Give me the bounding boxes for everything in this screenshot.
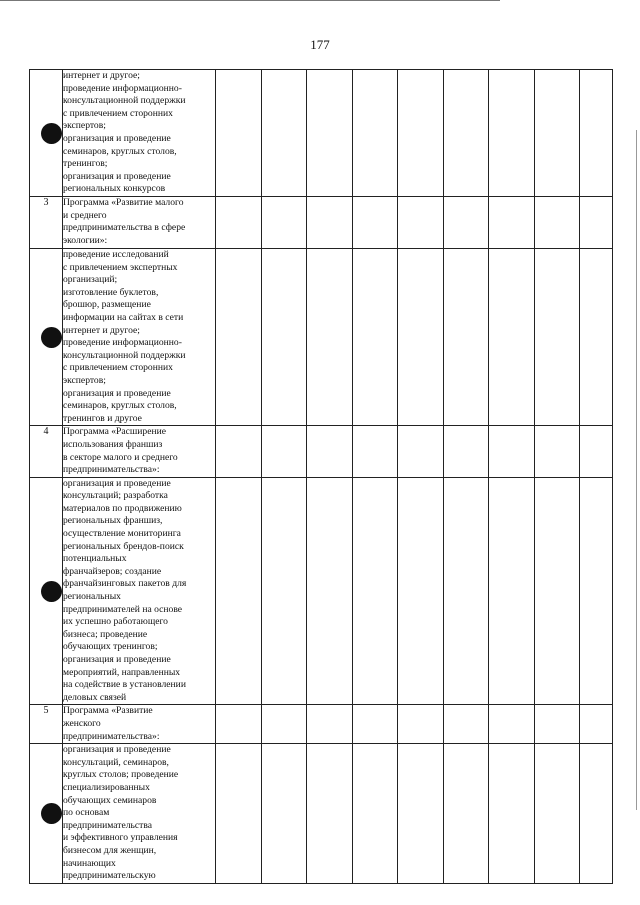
description-line: начинающих	[63, 857, 116, 869]
empty-cell	[535, 197, 580, 249]
description-line: информации на сайтах в сети	[63, 311, 184, 323]
empty-cell	[580, 744, 613, 884]
empty-cell	[489, 197, 535, 249]
empty-cell	[353, 477, 398, 705]
description-line: Программа «Расширение	[63, 426, 166, 438]
empty-cell	[262, 70, 307, 197]
empty-cell	[307, 197, 353, 249]
description-line: использования франшиз	[63, 438, 163, 450]
empty-cell	[353, 744, 398, 884]
punch-hole-mark	[41, 803, 62, 824]
description-line: деловых связей	[63, 691, 127, 703]
description-line: интернет и другое;	[63, 70, 140, 81]
description-line: обучающих тренингов;	[63, 641, 158, 653]
empty-cell	[216, 705, 262, 744]
empty-cell	[580, 70, 613, 197]
description-line: организация и проведение	[63, 387, 171, 399]
row-number-cell	[30, 197, 63, 249]
row-number-cell	[30, 477, 63, 705]
description-cell	[63, 249, 216, 426]
description-line: проведение исследований	[63, 249, 169, 260]
row-number-cell	[30, 744, 63, 884]
description-line: консультаций, семинаров,	[63, 756, 169, 768]
empty-cell	[535, 426, 580, 477]
empty-cell	[535, 744, 580, 884]
description-line: организация и проведение	[63, 132, 171, 144]
description-line: семинаров, круглых столов,	[63, 400, 177, 412]
empty-cell	[398, 70, 444, 197]
empty-cell	[489, 426, 535, 477]
description-line: организация и проведение	[63, 654, 171, 665]
description-line: тренингов и другое	[63, 412, 142, 424]
empty-cell	[489, 477, 535, 705]
description-line: с привлечением сторонних	[63, 107, 173, 119]
description-line: организация и проведение	[63, 477, 171, 489]
description-cell	[63, 705, 216, 744]
description-line: на содействие в установлении	[63, 679, 186, 691]
empty-cell	[216, 744, 262, 884]
description-line: региональных франшиз,	[63, 515, 163, 527]
empty-cell	[398, 477, 444, 705]
description-line: брошюр, размещение	[63, 299, 151, 311]
empty-cell	[444, 705, 489, 744]
description-line: региональных	[63, 591, 121, 603]
description-cell	[63, 477, 216, 705]
description-line: с привлечением экспертных	[63, 261, 178, 273]
empty-cell	[262, 426, 307, 477]
empty-cell	[307, 744, 353, 884]
empty-cell	[262, 477, 307, 705]
empty-cell	[535, 70, 580, 197]
description-line: мероприятий, направленных	[63, 666, 181, 678]
description-line: обучающих семинаров	[63, 794, 157, 806]
table-row	[30, 744, 613, 884]
empty-cell	[216, 70, 262, 197]
description-line: материалов по продвижению	[63, 502, 182, 514]
empty-cell	[216, 477, 262, 705]
description-line: предпринимателей на основе	[63, 603, 183, 615]
description-line: предпринимательскую	[63, 870, 156, 882]
description-line: организаций;	[63, 274, 118, 286]
row-number: 5	[43, 705, 49, 717]
empty-cell	[353, 249, 398, 426]
table-row	[30, 477, 613, 705]
empty-cell	[580, 197, 613, 249]
table-body	[30, 70, 613, 884]
empty-cell	[444, 197, 489, 249]
page-number: 177	[310, 37, 330, 52]
description-cell	[63, 426, 216, 477]
table-row	[30, 426, 613, 477]
description-line: интернет и другое;	[63, 324, 140, 336]
description-line: Программа «Развитие	[63, 705, 153, 717]
empty-cell	[580, 705, 613, 744]
description-line: предпринимательства»:	[63, 730, 160, 742]
empty-cell	[216, 197, 262, 249]
empty-cell	[353, 70, 398, 197]
right-edge-line	[636, 130, 637, 810]
empty-cell	[262, 705, 307, 744]
description-line: семинаров, круглых столов,	[63, 145, 177, 157]
description-line: предпринимательства в сфере	[63, 222, 186, 234]
description-line: с привлечением сторонних	[63, 362, 173, 374]
description-line: бизнеса; проведение	[63, 628, 148, 640]
row-number: 3	[43, 197, 49, 208]
description-line: консультационной поддержки	[63, 349, 186, 361]
description-line: организация и проведение	[63, 744, 171, 756]
empty-cell	[535, 249, 580, 426]
empty-cell	[398, 426, 444, 477]
punch-hole-mark	[41, 581, 62, 602]
description-cell	[63, 70, 216, 197]
empty-cell	[580, 249, 613, 426]
description-line: и среднего	[63, 209, 107, 221]
description-line: франчайзинговых пакетов для	[63, 578, 187, 590]
description-line: их успешно работающего	[63, 616, 168, 628]
empty-cell	[216, 249, 262, 426]
table-row	[30, 197, 613, 249]
empty-cell	[444, 70, 489, 197]
table-row	[30, 249, 613, 426]
empty-cell	[353, 705, 398, 744]
row-number-cell	[30, 249, 63, 426]
description-line: изготовление буклетов,	[63, 286, 159, 298]
description-line: экспертов;	[63, 120, 106, 132]
description-line: консультационной поддержки	[63, 95, 186, 107]
empty-cell	[444, 426, 489, 477]
empty-cell	[398, 705, 444, 744]
empty-cell	[307, 705, 353, 744]
description-line: консультаций; разработка	[63, 490, 168, 502]
description-line: бизнесом для женщин,	[63, 844, 157, 856]
row-number-cell	[30, 426, 63, 477]
description-line: предпринимательства»:	[63, 464, 160, 476]
description-line: осуществление мониторинга	[63, 528, 181, 540]
description-line: в секторе малого и среднего	[63, 451, 178, 463]
empty-cell	[535, 705, 580, 744]
row-number-cell	[30, 705, 63, 744]
description-line: женского	[63, 717, 101, 729]
description-line: региональных брендов-поиск	[63, 540, 184, 552]
description-line: экспертов;	[63, 374, 106, 386]
punch-hole-mark	[41, 327, 62, 348]
document-table	[29, 69, 613, 884]
empty-cell	[398, 197, 444, 249]
description-line: организация и проведение	[63, 170, 171, 182]
description-line: проведение информационно-	[63, 82, 182, 94]
empty-cell	[398, 249, 444, 426]
table-row	[30, 70, 613, 197]
empty-cell	[489, 70, 535, 197]
punch-hole-mark	[41, 123, 62, 144]
description-cell	[63, 744, 216, 884]
empty-cell	[307, 477, 353, 705]
description-line: франчайзеров; создание	[63, 565, 162, 577]
empty-cell	[353, 197, 398, 249]
empty-cell	[444, 744, 489, 884]
description-cell	[63, 197, 216, 249]
empty-cell	[262, 197, 307, 249]
empty-cell	[262, 744, 307, 884]
empty-cell	[489, 705, 535, 744]
empty-cell	[216, 426, 262, 477]
empty-cell	[262, 249, 307, 426]
empty-cell	[580, 426, 613, 477]
empty-cell	[535, 477, 580, 705]
empty-cell	[353, 426, 398, 477]
empty-cell	[444, 249, 489, 426]
description-line: потенциальных	[63, 553, 127, 565]
description-line: Программа «Развитие малого	[63, 197, 184, 208]
description-line: специализированных	[63, 781, 150, 793]
empty-cell	[307, 426, 353, 477]
description-line: региональных конкурсов	[63, 183, 166, 195]
empty-cell	[489, 744, 535, 884]
empty-cell	[444, 477, 489, 705]
description-line: проведение информационно-	[63, 337, 182, 349]
description-line: круглых столов; проведение	[63, 769, 179, 781]
description-line: экологии»:	[63, 234, 108, 246]
empty-cell	[398, 744, 444, 884]
empty-cell	[307, 249, 353, 426]
table-row	[30, 705, 613, 744]
empty-cell	[489, 249, 535, 426]
row-number: 4	[43, 426, 49, 438]
empty-cell	[580, 477, 613, 705]
empty-cell	[307, 70, 353, 197]
description-line: по основам	[63, 807, 110, 819]
row-number-cell	[30, 70, 63, 197]
top-rule	[0, 0, 500, 1]
description-line: предпринимательства	[63, 819, 153, 831]
description-line: и эффективного управления	[63, 832, 178, 844]
description-line: тренингов;	[63, 158, 108, 170]
